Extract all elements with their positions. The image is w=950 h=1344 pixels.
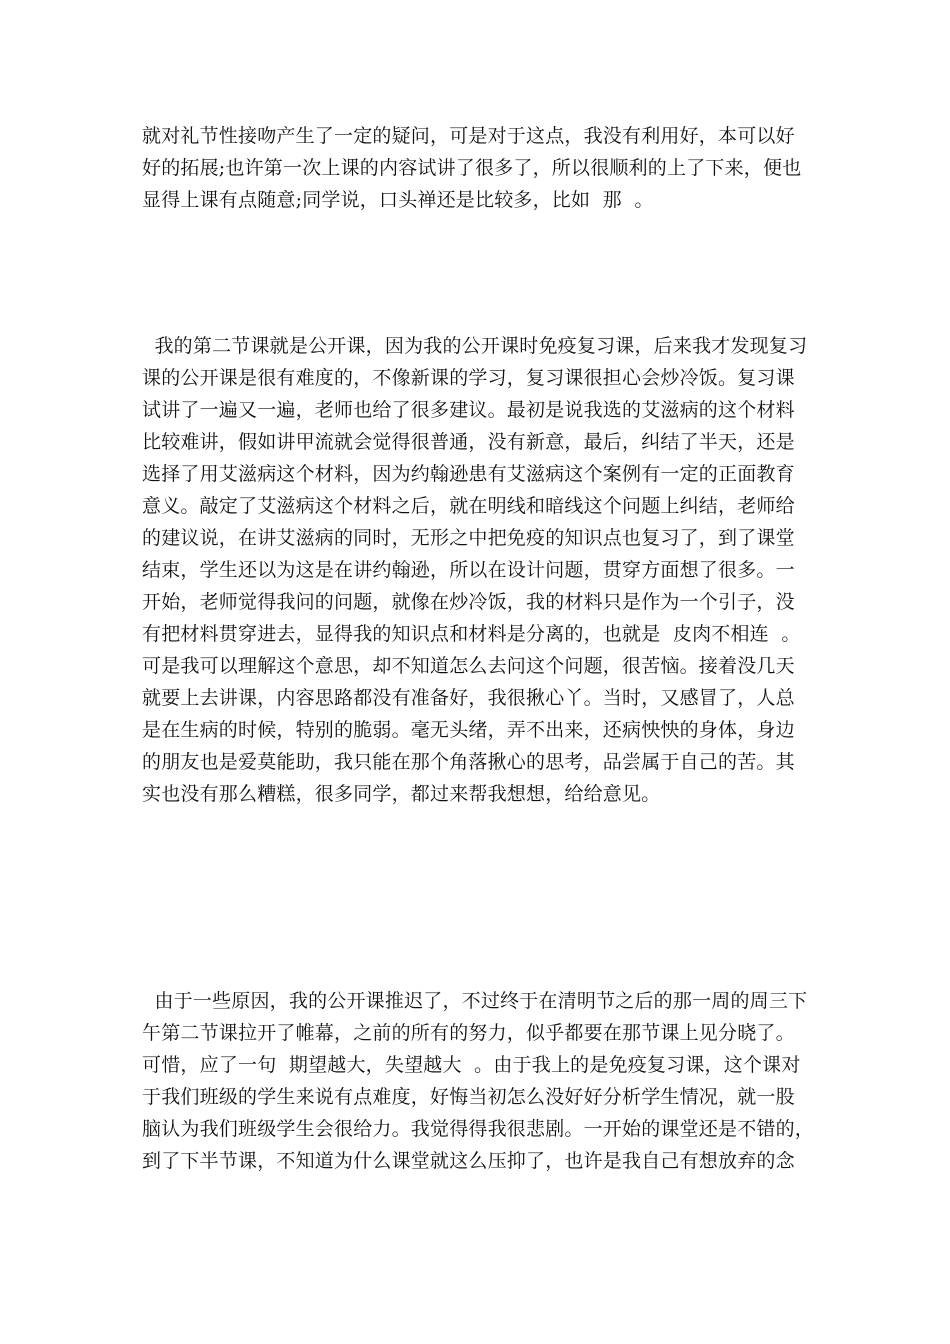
text-line: 于我们班级的学生来说有点难度，好悔当初怎么没好好分析学生情况，就一股 (142, 1086, 795, 1108)
text-line: 结束，学生还以为这是在讲约翰逊，所以在设计问题，贯穿方面想了很多。一 (142, 559, 795, 581)
text-line: 实也没有那么糟糕，很多同学，都过来帮我想想，给给意见。 (142, 783, 661, 805)
text-line: 午第二节课拉开了帷幕，之前的所有的努力，似乎都要在那节课上见分晓了。 (142, 1022, 795, 1044)
text-line: 就要上去讲课，内容思路都没有准备好，我很揪心丫。当时，又感冒了，人总 (142, 687, 795, 709)
paragraph-2 (142, 330, 812, 810)
text-line: 开始，老师觉得我问的问题，就像在炒冷饭，我的材料只是作为一个引子，没 (142, 591, 795, 613)
text-line: 选择了用艾滋病这个材料，因为约翰逊患有艾滋病这个案例有一定的正面教育 (142, 463, 795, 485)
text-line: 由于一些原因，我的公开课推迟了，不过终于在清明节之后的那一周的周三下 (142, 990, 808, 1012)
text-line: 有把材料贯穿进去，显得我的知识点和材料是分离的，也就是 皮肉不相连 。 (142, 623, 801, 645)
text-line: 的朋友也是爱莫能助，我只能在那个角落揪心的思考，品尝属于自己的苦。其 (142, 751, 795, 773)
text-line: 课的公开课是很有难度的，不像新课的学习，复习课很担心会炒冷饭。复习课 (142, 367, 795, 389)
text-line: 就对礼节性接吻产生了一定的疑问，可是对于这点，我没有利用好，本可以好 (142, 125, 795, 147)
paragraph-1 (142, 120, 812, 216)
text-line: 比较难讲，假如讲甲流就会觉得很普通，没有新意，最后，纠结了半天，还是 (142, 431, 795, 453)
text-line: 可惜，应了一句 期望越大，失望越大 。由于我上的是免疫复习课，这个课对 (142, 1054, 801, 1076)
text-line: 的建议说，在讲艾滋病的同时，无形之中把免疫的知识点也复习了，到了课堂 (142, 527, 795, 549)
text-line: 脑认为我们班级学生会很给力。我觉得得我很悲剧。一开始的课堂还是不错的， (142, 1118, 815, 1140)
text-line: 到了下半节课，不知道为什么课堂就这么压抑了，也许是我自己有想放弃的念 (142, 1150, 795, 1172)
text-line: 我的第二节课就是公开课，因为我的公开课时免疫复习课，后来我才发现复习 (142, 335, 808, 357)
paragraph-3 (142, 985, 815, 1177)
text-line: 好的拓展;也许第一次上课的内容试讲了很多了，所以很顺利的上了下来，便也 (142, 157, 802, 179)
text-line: 显得上课有点随意;同学说，口头禅还是比较多，比如 那 。 (142, 189, 654, 211)
text-line: 可是我可以理解这个意思，却不知道怎么去问这个问题，很苦恼。接着没几天 (142, 655, 795, 677)
text-line: 意义。敲定了艾滋病这个材料之后，就在明线和暗线这个问题上纠结，老师给 (142, 495, 795, 517)
text-line: 试讲了一遍又一遍，老师也给了很多建议。最初是说我选的艾滋病的这个材料 (142, 399, 795, 421)
text-line: 是在生病的时候，特别的脆弱。毫无头绪，弄不出来，还病怏怏的身体，身边 (142, 719, 795, 741)
